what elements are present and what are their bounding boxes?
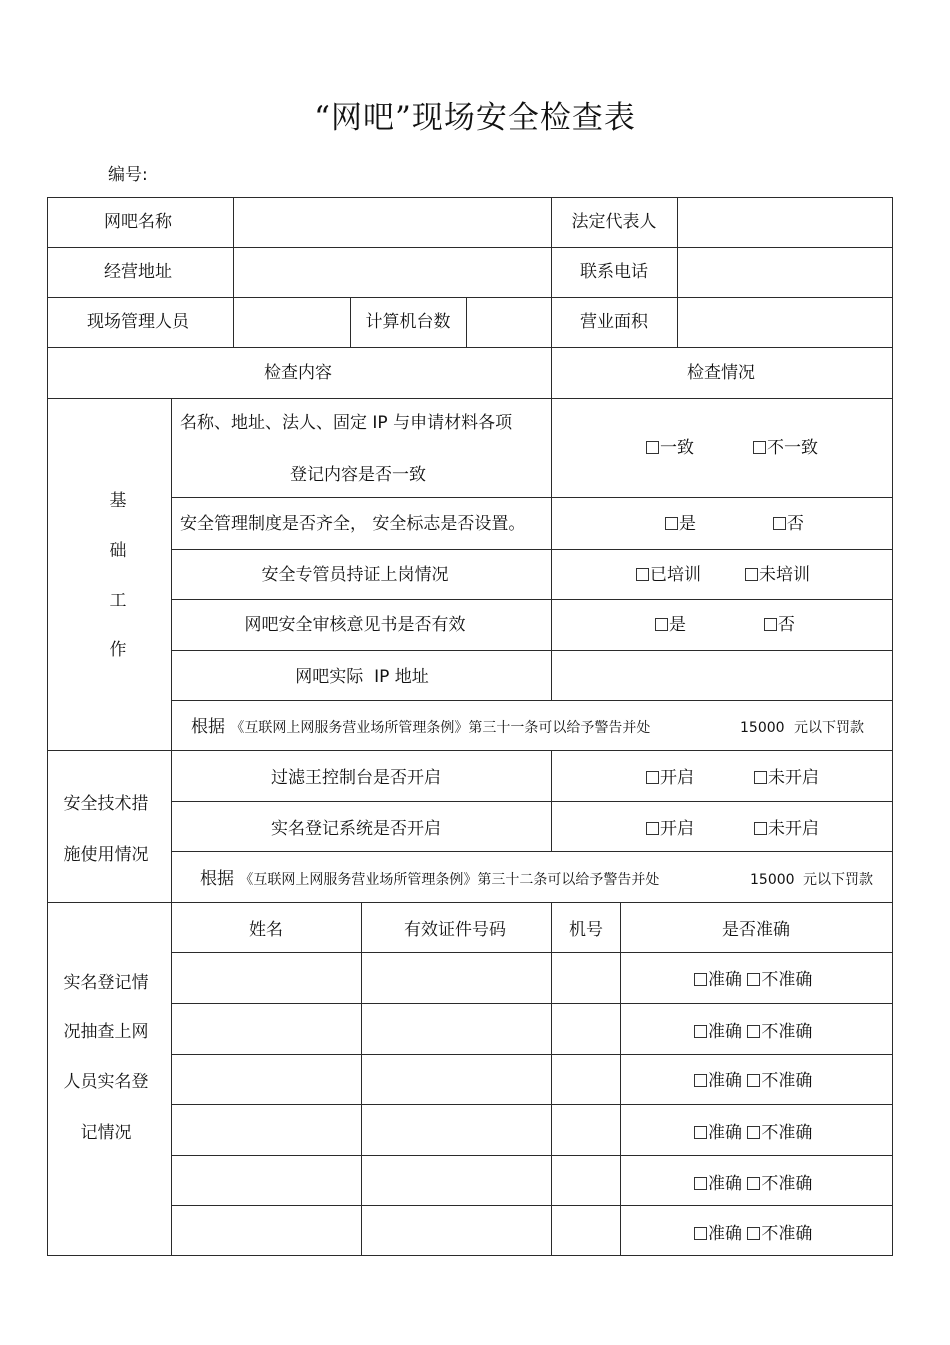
col-id-header: 有效证件号码 (404, 920, 506, 940)
page-title: “网吧”现场安全检查表 (314, 100, 636, 136)
checkbox-icon[interactable] (646, 822, 659, 835)
row-divider (47, 347, 893, 348)
column-divider (350, 297, 351, 348)
option-enabled: 开启 (646, 770, 694, 787)
checkbox-icon[interactable] (747, 1074, 760, 1087)
checkbox-icon[interactable] (646, 771, 659, 784)
tech-penalty-note: 根据 《互联网上网服务营业场所管理条例》第三十二条可以给予警告并处 (200, 869, 660, 889)
section-divider (47, 750, 893, 751)
option-consistent: 一致 (646, 440, 694, 457)
area-label: 营业面积 (580, 312, 648, 332)
basic-item2: 安全管理制度是否齐全， 安全标志是否设置。 (180, 514, 526, 534)
row-divider (171, 497, 893, 498)
column-divider (233, 197, 234, 348)
option-untrained: 未培训 (745, 567, 810, 584)
basic-section-char: 工 (109, 591, 127, 611)
checkbox-icon[interactable] (694, 1126, 707, 1139)
basic-item1-line2: 登记内容是否一致 (290, 465, 426, 485)
basic-penalty-amount: 15000 (740, 720, 785, 736)
accuracy-options: 准确 不准确 (694, 1226, 812, 1243)
checkbox-icon[interactable] (655, 618, 668, 631)
row-divider (171, 549, 893, 550)
basic-item3: 安全专管员持证上岗情况 (261, 565, 449, 585)
accuracy-options: 准确 不准确 (694, 1176, 812, 1193)
row-divider (171, 700, 893, 701)
checkbox-icon[interactable] (764, 618, 777, 631)
col-accurate-header: 是否准确 (722, 920, 790, 940)
checkbox-icon[interactable] (694, 1074, 707, 1087)
row-divider (171, 1155, 893, 1156)
column-divider (677, 197, 678, 348)
checkbox-icon[interactable] (754, 771, 767, 784)
row-divider (171, 801, 893, 802)
tech-item2: 实名登记系统是否开启 (271, 819, 441, 839)
checkbox-icon[interactable] (636, 568, 649, 581)
basic-penalty-note: 根据 《互联网上网服务营业场所管理条例》第三十一条可以给予警告并处 (191, 717, 651, 737)
tech-penalty-amount: 15000 (750, 872, 795, 888)
table-border-right (892, 197, 893, 1256)
column-divider (466, 297, 467, 348)
basic-item5: 网吧实际 IP 地址 (295, 667, 429, 687)
table-border-top (47, 197, 893, 198)
check-content-header: 检查内容 (264, 363, 332, 383)
option-disabled: 未开启 (754, 821, 819, 838)
cafe-name-label: 网吧名称 (104, 212, 172, 232)
col-machine-header: 机号 (569, 920, 603, 940)
basic-section-char: 基 (109, 491, 127, 511)
check-status-header: 检查情况 (687, 363, 755, 383)
section-column-divider (171, 398, 172, 1256)
checkbox-icon[interactable] (694, 1177, 707, 1190)
row-divider (171, 1054, 893, 1055)
row-divider (171, 599, 893, 600)
column-divider (551, 902, 552, 1256)
accuracy-options: 准确 不准确 (694, 1024, 812, 1041)
accuracy-options: 准确 不准确 (694, 1125, 812, 1142)
column-divider (361, 902, 362, 1256)
realname-section-line: 实名登记情 (63, 973, 149, 993)
basic-item4: 网吧安全审核意见书是否有效 (244, 615, 466, 635)
row-divider (171, 650, 893, 651)
section-divider (47, 902, 893, 903)
serial-number-label: 编号: (108, 165, 148, 185)
checkbox-icon[interactable] (747, 973, 760, 986)
option-inconsistent: 不一致 (753, 440, 818, 457)
basic-section-char: 础 (109, 541, 127, 561)
row-divider (171, 1003, 893, 1004)
col-name-header: 姓名 (249, 920, 283, 940)
option-no: 否 (764, 617, 795, 634)
tech-penalty-suffix: 元以下罚款 (803, 872, 873, 888)
checkbox-icon[interactable] (646, 441, 659, 454)
computer-count-label: 计算机台数 (365, 312, 451, 332)
option-trained: 已培训 (636, 567, 701, 584)
basic-item1-line1: 名称、地址、法人、固定 IP 与申请材料各项 (180, 413, 513, 433)
table-border-left (47, 197, 48, 1256)
realname-section-line: 况抽查上网 (63, 1022, 149, 1042)
row-divider (171, 1205, 893, 1206)
checkbox-icon[interactable] (665, 517, 678, 530)
column-divider (620, 902, 621, 1256)
option-yes: 是 (665, 516, 696, 533)
row-divider (47, 247, 893, 248)
legal-rep-label: 法定代表人 (571, 212, 657, 232)
row-divider (171, 1104, 893, 1105)
checkbox-icon[interactable] (754, 822, 767, 835)
option-enabled: 开启 (646, 821, 694, 838)
column-divider (551, 750, 552, 852)
checkbox-icon[interactable] (747, 1126, 760, 1139)
accuracy-options: 准确 不准确 (694, 972, 812, 989)
checkbox-icon[interactable] (694, 973, 707, 986)
option-yes: 是 (655, 617, 686, 634)
checkbox-icon[interactable] (747, 1177, 760, 1190)
row-divider (47, 398, 893, 399)
option-no: 否 (773, 516, 804, 533)
row-divider (171, 851, 893, 852)
phone-label: 联系电话 (580, 262, 648, 282)
tech-item1: 过滤王控制台是否开启 (271, 768, 441, 788)
column-divider (551, 197, 552, 701)
manager-label: 现场管理人员 (87, 312, 189, 332)
table-border-bottom (47, 1255, 893, 1256)
checkbox-icon[interactable] (753, 441, 766, 454)
address-label: 经营地址 (104, 262, 172, 282)
checkbox-icon[interactable] (773, 517, 786, 530)
accuracy-options: 准确 不准确 (694, 1073, 812, 1090)
checkbox-icon[interactable] (745, 568, 758, 581)
row-divider (171, 952, 893, 953)
tech-section-line2: 施使用情况 (63, 845, 149, 865)
row-divider (47, 297, 893, 298)
checkbox-icon[interactable] (747, 1227, 760, 1240)
realname-section-line: 记情况 (80, 1123, 132, 1143)
checkbox-icon[interactable] (694, 1227, 707, 1240)
option-disabled: 未开启 (754, 770, 819, 787)
checkbox-icon[interactable] (747, 1025, 760, 1038)
basic-section-char: 作 (109, 640, 127, 660)
checkbox-icon[interactable] (694, 1025, 707, 1038)
tech-section-line1: 安全技术措 (63, 794, 149, 814)
basic-penalty-suffix: 元以下罚款 (794, 720, 864, 736)
realname-section-line: 人员实名登 (63, 1072, 149, 1092)
